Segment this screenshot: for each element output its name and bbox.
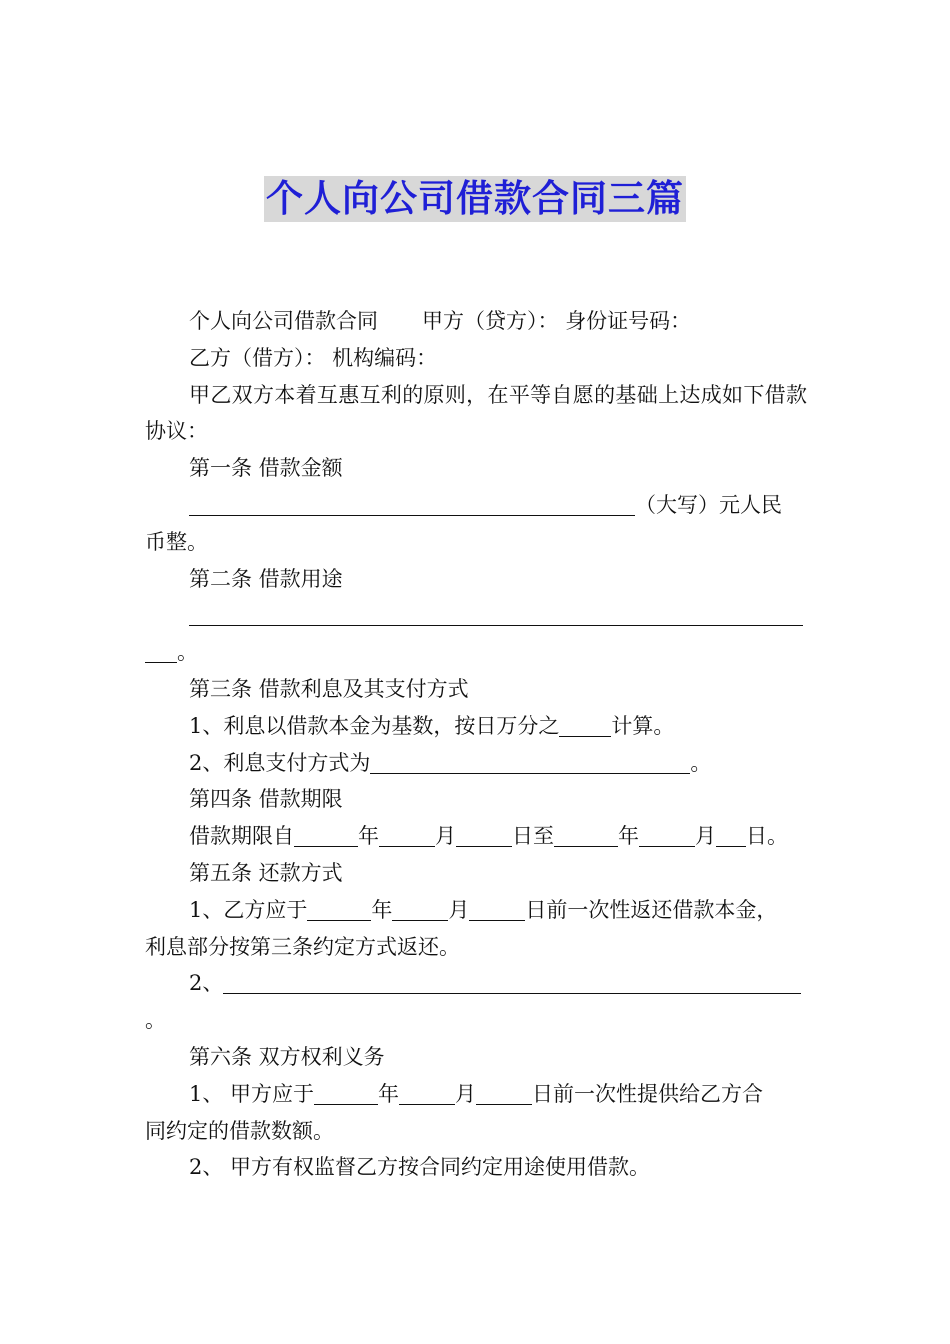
article-1-amount-cont: 币整。 (145, 529, 208, 554)
year-label: 年 (618, 824, 639, 849)
month-label: 月 (435, 824, 456, 849)
article-1-heading: 第一条 借款金额 (189, 456, 343, 481)
article-2-heading: 第二条 借款用途 (189, 566, 343, 591)
payment-method-label: 2、利息支付方式为 (189, 750, 371, 775)
month-label: 月 (448, 897, 470, 922)
start-day-blank[interactable] (456, 822, 512, 847)
day-to-label: 日至 (512, 824, 554, 849)
article-5-item-2-cont: 。 (145, 1008, 166, 1033)
article-5-item-1-cont: 利息部分按第三条约定方式返还。 (145, 934, 460, 959)
amount-blank[interactable] (189, 491, 635, 516)
article-2-purpose-cont (145, 634, 807, 671)
provide-label: 1、 甲方应于 (189, 1081, 315, 1106)
interest-rate-blank[interactable] (559, 712, 611, 737)
document-body (145, 303, 807, 1186)
article-5-item-1 (145, 892, 807, 929)
repay-other-blank[interactable] (223, 969, 801, 994)
repay-label: 1、乙方应于 (189, 897, 308, 922)
period: 。 (177, 640, 198, 665)
provide-text: 日前一次性提供给乙方合 (532, 1081, 764, 1106)
period: 。 (690, 750, 712, 775)
year-label: 年 (358, 824, 379, 849)
amount-suffix: （大写）元人民 (635, 492, 782, 517)
start-year-blank[interactable] (294, 822, 358, 847)
interest-rate-suffix: 计算。 (611, 713, 675, 738)
interest-rate-label: 1、利息以借款本金为基数，按日万分之 (189, 713, 560, 738)
article-4-heading: 第四条 借款期限 (189, 787, 343, 812)
document-title-wrap (0, 176, 950, 222)
repay-year-blank[interactable] (307, 896, 371, 921)
month-label: 月 (695, 824, 716, 849)
article-4-term-line (145, 818, 807, 855)
contract-name: 个人向公司借款合同 (189, 309, 378, 333)
provide-day-blank[interactable] (476, 1080, 532, 1105)
article-6-heading: 第六条 双方权利义务 (189, 1044, 385, 1069)
article-3-item-2 (145, 745, 807, 782)
term-label: 借款期限自 (189, 824, 294, 849)
article-2-purpose-line (145, 597, 807, 634)
payment-method-blank[interactable] (370, 749, 690, 774)
end-day-blank[interactable] (716, 822, 746, 847)
article-6-item-1 (145, 1076, 807, 1113)
party-b-line: 乙方（借方）： 机构编码： (189, 345, 438, 370)
year-label: 年 (378, 1081, 400, 1106)
id-number-label: 身份证号码： (565, 309, 692, 333)
provide-year-blank[interactable] (314, 1080, 378, 1105)
repay-day-blank[interactable] (469, 896, 525, 921)
article-5-heading: 第五条 还款方式 (189, 860, 343, 885)
article-3-heading: 第三条 借款利息及其支付方式 (189, 676, 469, 701)
start-month-blank[interactable] (379, 822, 435, 847)
party-a-label: 甲方（贷方）： (422, 309, 559, 333)
article-5-item-2 (145, 965, 807, 1002)
purpose-blank[interactable] (189, 601, 803, 626)
article-6-item-1-cont: 同约定的借款数额。 (145, 1118, 334, 1143)
document-title: 个人向公司借款合同三篇 (266, 177, 684, 220)
article-1-amount-line (145, 487, 807, 524)
item-number: 2、 (189, 971, 224, 996)
repay-text: 日前一次性返还借款本金， (525, 897, 778, 922)
year-label: 年 (371, 897, 393, 922)
article-6-item-2: 2、 甲方有权监督乙方按合同约定用途使用借款。 (189, 1155, 651, 1180)
end-month-blank[interactable] (639, 822, 695, 847)
article-3-item-1 (145, 708, 807, 745)
preamble: 甲乙双方本着互惠互利的原则，在平等自愿的基础上达成如下借款协议： (145, 382, 807, 444)
day-label: 日。 (746, 824, 788, 849)
end-year-blank[interactable] (554, 822, 618, 847)
purpose-blank-cont[interactable] (145, 638, 177, 663)
repay-month-blank[interactable] (392, 896, 448, 921)
parties-line (145, 303, 807, 340)
month-label: 月 (455, 1081, 477, 1106)
provide-month-blank[interactable] (399, 1080, 455, 1105)
